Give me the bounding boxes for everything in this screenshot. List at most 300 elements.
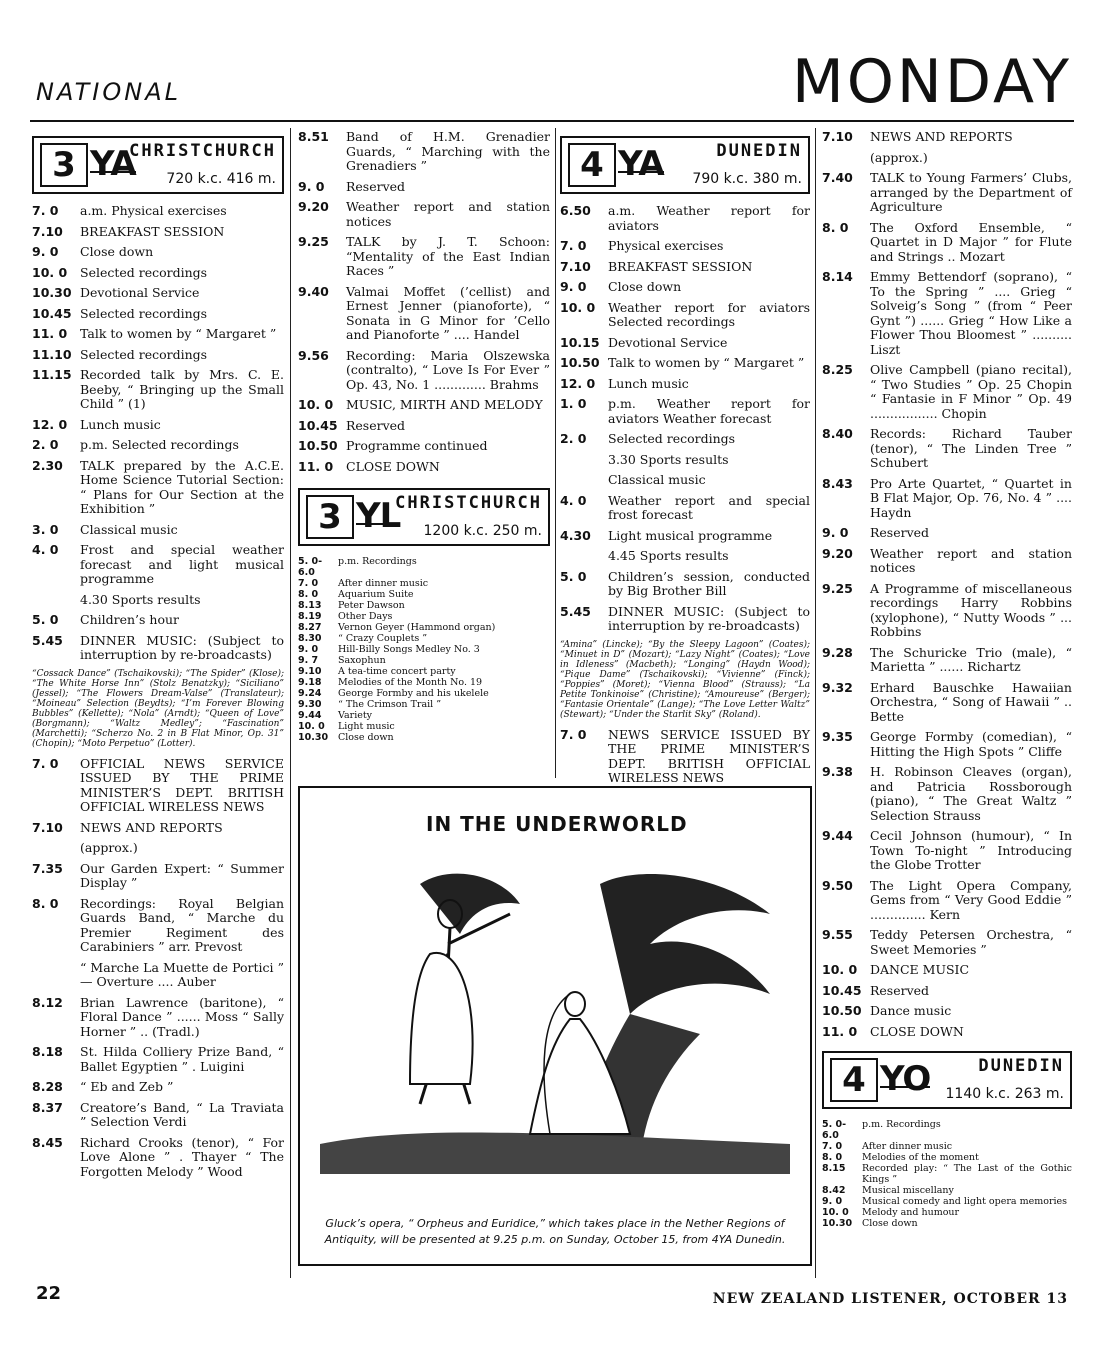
- programme-time: 9.56: [298, 347, 329, 363]
- column-2: [298, 130, 550, 743]
- programme-title: Musical miscellany: [862, 1185, 954, 1196]
- orpheus-euridice-drawing: [300, 844, 806, 1174]
- programme-entry: [560, 605, 810, 634]
- programme-title: “ The Crimson Trail ”: [338, 699, 442, 710]
- top-rule: [30, 120, 1074, 122]
- programme-title: “ Eb and Zeb ”: [80, 1079, 174, 1094]
- programme-entry: [822, 1025, 1072, 1040]
- programme-entry: [298, 130, 550, 174]
- programme-title: Reserved: [870, 525, 930, 540]
- programme-title: Peter Dawson: [338, 600, 405, 611]
- programme-time: 8.19: [298, 611, 322, 622]
- programme-list: [298, 130, 550, 474]
- programme-title: Creatore’s Band, “ La Traviata ” Selection Verdi: [80, 1099, 284, 1129]
- programme-time: 2. 0: [32, 437, 59, 452]
- programme-entry: [298, 235, 550, 279]
- programme-title: a.m. Physical exercises: [80, 203, 227, 218]
- programme-title: Variety: [338, 710, 373, 721]
- programme-title: Olive Campbell (piano recital), “ Two Studies ” Op. 25 Chopin “ Fantasie in F Minor ” Op. 49 ................. Chopin: [870, 362, 1072, 421]
- programme-time: 8.30: [298, 633, 322, 644]
- programme-entry: [298, 460, 550, 475]
- station-logo: 3 YA: [40, 144, 150, 186]
- programme-entry: [298, 644, 550, 655]
- programme-title: Melody and humour: [862, 1207, 960, 1218]
- programme-title: Weather report and special frost forecast: [608, 492, 810, 522]
- programme-list: [822, 130, 1072, 1039]
- programme-time: 12. 0: [32, 416, 68, 432]
- programme-entry: [822, 130, 1072, 145]
- programme-time: 7.10: [560, 258, 591, 274]
- programme-title: The Light Opera Company, Gems from “ Very Good Eddie ” .............. Kern: [870, 877, 1072, 922]
- programme-title: Recorded talk by Mrs. C. E. Beeby, “ Bringing up the Small Child ” (1): [80, 367, 284, 411]
- programme-title: The Oxford Ensemble, “ Quartet in D Major ” for Flute and Strings .. Mozart: [870, 219, 1072, 264]
- programme-time: 10.15: [560, 334, 600, 350]
- station-city: DUNEDIN: [978, 1056, 1064, 1076]
- programme-time: 11.15: [32, 367, 72, 382]
- programme-title: p.m. Recordings: [338, 556, 417, 567]
- programme-time: 7.10: [32, 223, 63, 239]
- programme-entry: [822, 477, 1072, 521]
- programme-entry: [298, 633, 550, 644]
- column-divider: [815, 128, 816, 1278]
- station-frequency: 790 k.c. 380 m.: [692, 170, 802, 187]
- programme-entry: [298, 655, 550, 666]
- programme-time: 8.15: [822, 1163, 846, 1174]
- programme-entry: [32, 821, 284, 836]
- programme-entry: [32, 961, 284, 990]
- programme-title: St. Hilda Colliery Prize Band, “ Ballet Egyptien ” . Luigini: [80, 1044, 284, 1074]
- header-left: NATIONAL: [36, 78, 181, 106]
- programme-time: 9. 7: [298, 655, 319, 666]
- programme-entry: [560, 473, 810, 488]
- programme-list: [32, 757, 284, 1180]
- programme-title: TALK to Young Farmers’ Clubs, arranged by the Department of Agriculture: [870, 170, 1072, 214]
- programme-time: 9. 0: [822, 1196, 843, 1207]
- programme-entry: [298, 677, 550, 688]
- programme-entry: [298, 600, 550, 611]
- programme-entry: [298, 666, 550, 677]
- programme-entry: [560, 549, 810, 564]
- programme-title: BREAKFAST SESSION: [80, 223, 225, 239]
- dinner-music-note: “Amina” (Lincke); “By the Sleepy Lagoon” (Coates); “Minuet in D” (Mozart); “Lazy Night” (Coates); “Love in Idleness” (Macbeth); “Longing” (Haydn Wood); “Pique Dame” (Tschaikovski); “Vivienne” (Finck); “Poppies” (Moret); “Vienna Blood” (Strauss); “La Petite Tonkinoise” (Christine); “Amoureuse” (Berger); “Fantasie Orientale” (Lange); “The Love Letter Waltz” (Stewart); “Under the Starlit Sky” (Roland).: [560, 639, 810, 720]
- programme-time: 9.25: [822, 580, 853, 596]
- programme-title: Physical exercises: [608, 238, 724, 253]
- programme-entry: [298, 732, 550, 743]
- programme-title: DINNER MUSIC: (Subject to interruption by re-broadcasts): [608, 603, 810, 633]
- programme-title: NEWS SERVICE ISSUED BY THE PRIME MINISTER’S DEPT. BRITISH OFFICIAL WIRELESS NEWS: [608, 726, 810, 785]
- programme-entry: [32, 841, 284, 856]
- programme-entry: [560, 453, 810, 468]
- programme-entry: [298, 285, 550, 343]
- programme-entry: [822, 1119, 1072, 1141]
- programme-entry: [822, 730, 1072, 759]
- programme-entry: [560, 728, 810, 786]
- programme-title: MUSIC, MIRTH AND MELODY: [346, 397, 543, 412]
- programme-time: 8.14: [822, 269, 853, 284]
- programme-time: 2.30: [32, 457, 63, 473]
- programme-entry: [32, 327, 284, 342]
- programme-entry: [560, 204, 810, 233]
- programme-entry: [32, 348, 284, 363]
- programme-entry: [32, 1101, 284, 1130]
- programme-entry: [822, 765, 1072, 823]
- programme-entry: [298, 398, 550, 413]
- programme-title: Other Days: [338, 611, 393, 622]
- programme-time: 4. 0: [560, 492, 587, 508]
- station-banner-4yo: [822, 1051, 1072, 1109]
- programme-time: 11. 0: [822, 1023, 858, 1039]
- programme-time: 8. 0: [32, 895, 59, 911]
- programme-title: Erhard Bauschke Hawaiian Orchestra, “ Song of Hawaii ” .. Bette: [870, 679, 1072, 724]
- programme-time: 9.55: [822, 927, 853, 942]
- programme-entry: [298, 439, 550, 454]
- programme-time: 9.28: [822, 644, 853, 660]
- programme-time: 9. 0: [560, 279, 587, 294]
- programme-time: 3. 0: [32, 521, 59, 537]
- illustration-panel: [298, 786, 812, 1266]
- programme-time: 9.20: [822, 545, 853, 561]
- programme-entry: [32, 204, 284, 219]
- programme-time: 10.30: [822, 1218, 853, 1229]
- column-3: [560, 130, 810, 792]
- programme-entry: [560, 239, 810, 254]
- programme-title: Selected recordings: [80, 305, 208, 321]
- programme-time: 10.45: [32, 305, 72, 321]
- programme-time: 6.50: [560, 203, 591, 218]
- programme-entry: [298, 578, 550, 589]
- programme-title: Children’s hour: [80, 612, 179, 627]
- programme-entry: [32, 307, 284, 322]
- programme-entry: [32, 459, 284, 517]
- programme-title: Saxophun: [338, 655, 386, 666]
- programme-time: 7. 0: [560, 238, 587, 253]
- programme-title: Close down: [862, 1218, 918, 1229]
- programme-time: 9. 0: [298, 178, 325, 194]
- programme-title: Reserved: [346, 178, 406, 194]
- programme-time: 10.30: [298, 732, 329, 743]
- programme-entry: [32, 862, 284, 891]
- programme-time: 11. 0: [298, 458, 334, 474]
- programme-entry: [32, 543, 284, 587]
- programme-entry: [822, 1152, 1072, 1163]
- station-city: CHRISTCHURCH: [395, 493, 542, 513]
- programme-title: NEWS AND REPORTS: [80, 819, 223, 835]
- programme-list-small: [298, 556, 550, 743]
- programme-time: 10.45: [298, 417, 338, 433]
- illustration-title: IN THE UNDERWORLD: [426, 812, 688, 836]
- programme-time: 9.38: [822, 764, 853, 779]
- programme-title: Weather report and station notices: [870, 545, 1072, 575]
- station-banner-3yl: [298, 488, 550, 546]
- programme-title: Devotional Service: [608, 334, 728, 350]
- programme-title: DINNER MUSIC: (Subject to interruption by re-broadcasts): [80, 632, 284, 662]
- programme-time: 9. 0: [298, 644, 319, 655]
- programme-time: 8. 0: [822, 219, 849, 235]
- programme-title: p.m. Weather report for aviators Weather forecast: [608, 396, 810, 426]
- programme-time: 10.50: [298, 438, 338, 453]
- programme-time: 7. 0: [32, 755, 59, 771]
- programme-entry: [822, 1207, 1072, 1218]
- programme-title: 3.30 Sports results: [608, 451, 729, 467]
- programme-entry: [560, 529, 810, 544]
- programme-title: George Formby and his ukelele: [338, 688, 489, 699]
- programme-time: 5.45: [32, 632, 63, 648]
- programme-time: 9. 0: [822, 525, 849, 540]
- programme-entry: [560, 570, 810, 599]
- programme-time: 5. 0-6.0: [298, 556, 323, 578]
- programme-title: Close down: [608, 279, 682, 294]
- programme-time: 8.51: [298, 129, 329, 144]
- programme-time: 5.45: [560, 603, 591, 619]
- programme-title: Classical music: [80, 521, 178, 537]
- programme-time: 11.10: [32, 346, 72, 362]
- programme-entry: [298, 611, 550, 622]
- programme-entry: [822, 526, 1072, 541]
- programme-entry: [822, 363, 1072, 421]
- programme-title: Brian Lawrence (baritone), “ Floral Dance ” ...... Moss “ Sally Horner ” .. (Tradl.): [80, 994, 284, 1039]
- header-right: MONDAY: [791, 47, 1072, 117]
- programme-time: 10.50: [822, 1003, 862, 1018]
- dinner-music-note: “Cossack Dance” (Tschaikovski); “The Spider” (Klose); “The White Horse Inn” (Stolz Benatzky); “Siciliano” (Jessel); “The Flowers Dream-Valse” (Translateur); “Moineau” Selection (Beydts); “I’m Forever Blowing Bubbles” (Kellette); “Nola” (Arndt); “Queen of Love” (Borgmann); “Waltz Medley”; “Fascination” (Marchetti); “Scherzo No. 2 in B Flat Minor, Op. 31” (Chopin); “Moto Perpetuo” (Lotter).: [32, 668, 284, 749]
- programme-entry: [560, 377, 810, 392]
- programme-title: TALK by J. T. Schoon: “Mentality of the East Indian Races ”: [346, 234, 550, 278]
- programme-time: 9.10: [298, 666, 322, 677]
- programme-entry: [822, 879, 1072, 923]
- programme-time: 7. 0: [822, 1141, 843, 1152]
- programme-entry: [560, 301, 810, 330]
- station-frequency: 720 k.c. 416 m.: [166, 170, 276, 187]
- programme-entry: [822, 171, 1072, 215]
- programme-time: 10. 0: [298, 721, 325, 732]
- station-logo: 4 YA: [568, 144, 678, 186]
- programme-title: Devotional Service: [80, 285, 200, 300]
- programme-time: 9.30: [298, 699, 322, 710]
- programme-entry: [298, 419, 550, 434]
- programme-title: Dance music: [870, 1003, 952, 1018]
- programme-entry: [298, 180, 550, 195]
- column-divider: [290, 128, 291, 1278]
- programme-time: 8.13: [298, 600, 322, 611]
- programme-title: George Formby (comedian), “ Hitting the High Spots ” Cliffe: [870, 729, 1072, 759]
- programme-title: 4.45 Sports results: [608, 548, 729, 563]
- programme-title: OFFICIAL NEWS SERVICE ISSUED BY THE PRIME MINISTER’S DEPT. BRITISH OFFICIAL WIRELESS NEWS: [80, 755, 284, 814]
- programme-title: CLOSE DOWN: [870, 1023, 964, 1039]
- programme-title: Lunch music: [80, 416, 161, 432]
- programme-title: TALK prepared by the A.C.E. Home Science Tutorial Section: “ Plans for Our Section at the Exhibition ”: [80, 457, 284, 516]
- programme-entry: [822, 1218, 1072, 1229]
- station-frequency: 1200 k.c. 250 m.: [423, 522, 542, 539]
- programme-title: (approx.): [80, 840, 138, 855]
- programme-entry: [298, 556, 550, 578]
- programme-list: [560, 204, 810, 634]
- programme-time: 10. 0: [560, 299, 596, 315]
- programme-title: Weather report and station notices: [346, 199, 550, 229]
- programme-entry: [32, 1080, 284, 1095]
- programme-time: 7.40: [822, 170, 853, 185]
- programme-title: Our Garden Expert: “ Summer Display ”: [80, 860, 284, 890]
- programme-title: Emmy Bettendorf (soprano), “ To the Spring ” .... Grieg “ Solveig’s Song ” (from “ Peer Gynt ”) ...... Grieg “ How Like a Flower Thou Bloomest ” .......... Liszt: [870, 269, 1072, 357]
- programme-title: BREAKFAST SESSION: [608, 258, 753, 274]
- programme-title: p.m. Recordings: [862, 1119, 941, 1130]
- programme-entry: [32, 634, 284, 663]
- station-logo: 4 YO: [830, 1059, 940, 1101]
- programme-time: 8.28: [32, 1079, 63, 1094]
- programme-title: Aquarium Suite: [338, 589, 414, 600]
- programme-entry: [822, 1185, 1072, 1196]
- programme-title: Hill-Billy Songs Medley No. 3: [338, 644, 480, 655]
- programme-entry: [298, 721, 550, 732]
- programme-time: 10.30: [32, 285, 72, 300]
- programme-title: Recording: Maria Olszewska (contralto), “ Love Is For Ever ” Op. 43, No. 1 ............. Brahms: [346, 347, 550, 392]
- programme-time: 8. 0: [822, 1152, 843, 1163]
- programme-title: Teddy Petersen Orchestra, “ Sweet Memories ”: [870, 927, 1072, 957]
- programme-time: 2. 0: [560, 431, 587, 446]
- programme-title: Vernon Geyer (Hammond organ): [338, 622, 496, 633]
- programme-title: Close down: [80, 244, 154, 259]
- programme-title: Talk to women by “ Margaret ”: [608, 355, 805, 370]
- programme-entry: [822, 427, 1072, 471]
- programme-title: Reserved: [870, 982, 930, 998]
- programme-time: 4. 0: [32, 542, 59, 557]
- programme-time: 5. 0-6.0: [822, 1119, 847, 1141]
- programme-entry: [560, 397, 810, 426]
- programme-time: 9.32: [822, 679, 853, 695]
- programme-entry: [822, 681, 1072, 725]
- programme-title: The Schuricke Trio (male), “ Marietta ” ...... Richartz: [870, 644, 1072, 674]
- programme-time: 10. 0: [822, 1207, 849, 1218]
- programme-time: 8.42: [822, 1185, 846, 1196]
- programme-entry: [822, 221, 1072, 265]
- programme-title: Band of H.M. Grenadier Guards, “ Marching with the Grenadiers ”: [346, 129, 550, 173]
- programme-entry: [32, 613, 284, 628]
- programme-list: [32, 204, 284, 663]
- illustration-caption: Gluck’s opera, “ Orpheus and Euridice,” which takes place in the Nether Regions of Antiquity, will be presented at 9.25 p.m. on Sunday, October 15, from 4YA Dunedin.: [324, 1217, 786, 1246]
- programme-title: Selected recordings: [608, 431, 736, 446]
- station-banner-4ya: [560, 136, 810, 194]
- programme-title: Weather report for aviators Selected recordings: [608, 299, 810, 329]
- programme-entry: [32, 757, 284, 815]
- programme-time: 9.18: [298, 677, 322, 688]
- programme-time: 8.40: [822, 426, 853, 441]
- programme-time: 5. 0: [32, 612, 59, 627]
- programme-title: After dinner music: [862, 1141, 953, 1152]
- programme-title: H. Robinson Cleaves (organ), and Patricia Rossborough (piano), “ The Great Waltz ” Selection Strauss: [870, 764, 1072, 823]
- programme-entry: [32, 418, 284, 433]
- programme-time: 8. 0: [298, 589, 319, 600]
- publication-line: NEW ZEALAND LISTENER, OCTOBER 13: [712, 1291, 1068, 1307]
- programme-entry: [560, 356, 810, 371]
- programme-entry: [560, 336, 810, 351]
- programme-time: 8.18: [32, 1044, 63, 1059]
- programme-entry: [32, 245, 284, 260]
- programme-title: Cecil Johnson (humour), “ In Town To-night ” Introducing the Globe Trotter: [870, 828, 1072, 872]
- programme-title: Light musical programme: [608, 527, 773, 543]
- programme-time: 7.10: [822, 129, 853, 144]
- programme-title: “ Marche La Muette de Portici ” — Overture .... Auber: [80, 959, 284, 989]
- programme-entry: [298, 349, 550, 393]
- programme-entry: [822, 1141, 1072, 1152]
- programme-time: 10. 0: [298, 397, 334, 412]
- programme-entry: [822, 963, 1072, 978]
- programme-entry: [822, 928, 1072, 957]
- programme-title: A Programme of miscellaneous recordings Harry Robbins (xylophone), “ Nutty Woods ” ... Robbins: [870, 580, 1072, 639]
- programme-title: Selected recordings: [80, 346, 208, 362]
- programme-time: 8.43: [822, 475, 853, 491]
- programme-title: Light music: [338, 721, 395, 732]
- programme-entry: [32, 523, 284, 538]
- programme-entry: [298, 688, 550, 699]
- programme-title: a.m. Weather report for aviators: [608, 203, 810, 233]
- station-city: CHRISTCHURCH: [129, 141, 276, 161]
- programme-time: 8.12: [32, 994, 63, 1010]
- programme-title: Close down: [338, 732, 394, 743]
- programme-title: CLOSE DOWN: [346, 458, 440, 474]
- programme-list: [560, 728, 810, 786]
- programme-title: “ Crazy Couplets ”: [338, 633, 428, 644]
- programme-time: [32, 961, 80, 990]
- programme-title: Children’s session, conducted by Big Brother Bill: [608, 568, 810, 598]
- programme-time: 7.10: [32, 819, 63, 835]
- programme-title: Melodies of the moment: [862, 1152, 979, 1163]
- programme-entry: [822, 582, 1072, 640]
- programme-entry: [32, 286, 284, 301]
- programme-time: 9.25: [298, 234, 329, 249]
- column-1: [32, 130, 284, 1185]
- programme-title: Melodies of the Month No. 19: [338, 677, 483, 688]
- programme-time: 7. 0: [32, 203, 59, 218]
- programme-time: [560, 549, 608, 564]
- page-number: 22: [36, 1283, 62, 1304]
- station-logo: 3 YL: [306, 496, 416, 538]
- column-4: [822, 130, 1072, 1229]
- programme-time: [822, 151, 870, 166]
- programme-time: 8.27: [298, 622, 322, 633]
- programme-entry: [32, 1045, 284, 1074]
- programme-time: 7. 0: [298, 578, 319, 589]
- programme-entry: [32, 368, 284, 412]
- programme-time: 8.45: [32, 1134, 63, 1150]
- programme-entry: [298, 710, 550, 721]
- programme-entry: [560, 432, 810, 447]
- programme-entry: [822, 1163, 1072, 1185]
- programme-title: p.m. Selected recordings: [80, 437, 239, 452]
- programme-time: [560, 453, 608, 468]
- programme-title: Selected recordings: [80, 264, 208, 280]
- programme-title: Recorded play: “ The Last of the Gothic Kings ”: [862, 1163, 1072, 1185]
- programme-time: 9. 0: [32, 244, 59, 259]
- programme-time: 1. 0: [560, 396, 587, 411]
- programme-title: Records: Richard Tauber (tenor), “ The Linden Tree ” Schubert: [870, 426, 1072, 470]
- programme-entry: [560, 280, 810, 295]
- programme-time: 9.40: [298, 283, 329, 299]
- programme-time: [32, 593, 80, 608]
- station-banner-3ya: [32, 136, 284, 194]
- programme-time: 4.30: [560, 527, 591, 543]
- programme-title: 4.30 Sports results: [80, 591, 201, 607]
- programme-time: 9.50: [822, 877, 853, 893]
- programme-entry: [32, 996, 284, 1040]
- programme-title: Programme continued: [346, 438, 488, 453]
- column-divider: [555, 128, 556, 778]
- programme-time: [32, 841, 80, 856]
- programme-time: 9.20: [298, 199, 329, 214]
- programme-title: DANCE MUSIC: [870, 962, 970, 977]
- programme-entry: [822, 1196, 1072, 1207]
- programme-entry: [822, 984, 1072, 999]
- programme-time: 7. 0: [560, 726, 587, 742]
- programme-entry: [822, 829, 1072, 873]
- programme-time: 5. 0: [560, 568, 587, 584]
